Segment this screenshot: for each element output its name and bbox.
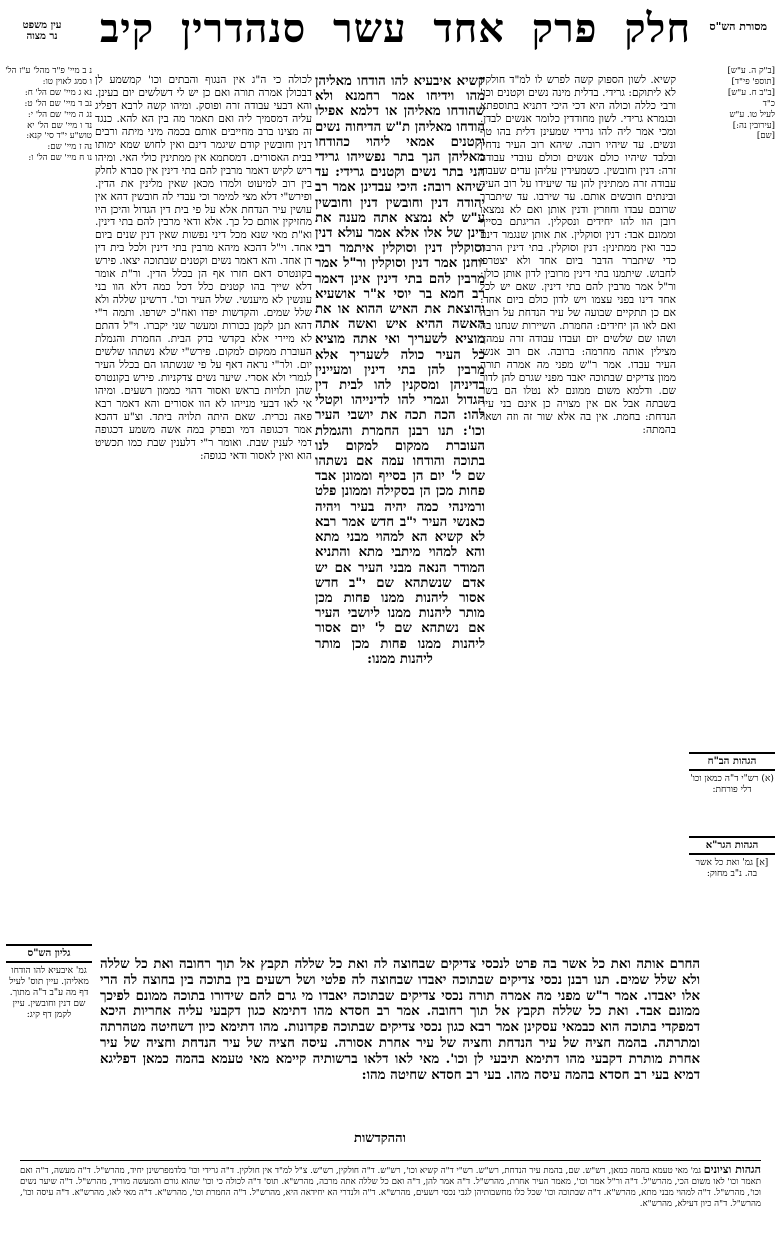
gemara-ending-word: וההקדשות: [354, 1131, 406, 1146]
footer-text: גמ' מאי טעמא בהמה כמאן, רש"ש. שם, בהמת עיר הנדחת, רש"ש. רש"י ד"ה קשיא וכו', רש"ש. ד"ה חולקין, רש"ש. צ"ל למ"ד אין חולקין. ד"ה גרידי וכו' בלדמפרשינן יחיד, מהרש"ל. ד"ה מעשה, ד"ה ואם תאמר וכו' לאו משום הכי, מהרש"ל. ד"ה ור"ל אמר וכו', מאמר העיר אחרת, מהרש"ל. ד"ה אמר להן, ד"ה ואם כל שללה אתה מרבה, מהרש"א. תוס' ד"ה לכולה כי וכו' שהוא גורם והמעשה מוריד, מהרש"ל. ד"ה שיער נשים וכו', מהרש"ל. ד"ה למהוי מבני מתא, מהרש"א. ד"ה שבתוכה וכו' שכל כלו מחשבותיהן לגבי נכסי רשעים, מהרש"א. ד"ה ולנדרי הא יחידאה היא, מהרש"ל. ד"ה החמרת וכו', מהרש"א. ד"ה מאי לאו, מהרש"א. ד"ה עיסה וכו', מהרש"ל. ד"ה כיון דעילא, מהרש"א.: [20, 1166, 761, 1209]
masoret-header: מסורת הש"ס: [709, 20, 767, 33]
hagahot-hagra-text: [א] גמ' ואת כל אשר בה. נ"ב מחוק:: [695, 858, 769, 879]
tosafot-commentary: לכולה כי ה"ג אין הנגוף והבתים וכו' קמשמע לן דבכולן אמרה תורה ואם כן יש לי דשלשים יום בעינן. והא דבעי עבודה זרה ופוסק. ומיהו קשה לרבא דפליג עליה דמסמיך ליה ואם תאמר מה בין הא להא. כנגד זה מצינו ברב מחייבים אותם בכמה מיני מיתה ורבים דנין וחובשין קודם שיגמר דינם ואין לחוש שמא ימותו בבית האסורים. דמסתמא אין ממתינין כולי האי. ומיהו ריש לקיש דאמר מרבין להם בתי דינין אין סברא לחלק בין רוב למיעוט ולמדו מכאן שאין מלינין את הדין. ופירש"י דלא מצי למימר וכי עבדי לה חובשין דהא אין עושין עיר הנדחת אלא על פי בית דין הגדול והיכן היו מחזיקין אותם כל כך. אלא ודאי מרבין להם בתי דינין. וא"ת מאי שנא מכל דיני נפשות שאין דנין שנים ביום אחד. וי"ל דהכא מיהא מרבין בתי דינין ולכל בית דין דן אחד. והא דאמר נשים וקטנים שבתוכה יצאו. פירש בקונטרס דאם חזרו אף הן בכלל הדין. ור"ת אומר דלא שייך בהו קטנים כלל דכל כמה דלא הוו בני עונשין לא מיענשי. שלל העיר וכו'. דרשינן שללה ולא שלל שמים. והקדשות יפדו ואח"כ ישרפו. ותמה ר"י דהא תנן לקמן בכורות ומעשר שני יקברו. וי"ל דהתם לא מיירי אלא בקדשי בדק הבית. החמרת והגמלת העוברת ממקום למקום. פירש"י שלא נשתהו שלשים יום. ולר"י נראה דאף על פי שנשתהו הם בכלל העיר לגמרי ולא אסרי. שיער נשים צדקניות. פירש בקונטרס שהן תלויות בראש ואסור דהוי כממון רשעים. ומיהו אי לאו דבעי מנייהו לא הוו אסורים והא דאמר רבא פאה נכרית. שאם היתה תלויה ביתד. וצ"ע דהכא אמר דכגופה דמי ובפרק במה אשה משמע דכגופה דמי לענין שבת. ואומר ר"י דלענין שבת כמו תכשיט הוא ואין לאסור ודאי כגופה:: [95, 74, 312, 462]
gilyon-hashas: [6, 944, 92, 1021]
title-word: אחד: [433, 4, 505, 52]
footer-divider: [20, 1160, 761, 1161]
hagahot-habach-title: הגהות הב"ח: [689, 752, 775, 771]
page-title: [100, 6, 691, 50]
hagahot-vetziyunim: [20, 1164, 761, 1242]
title-word: סנהדרין: [180, 4, 307, 52]
hagahot-habach-text: (א) רש"י ד"ה כמאן וכו' דלי פורחת:: [690, 774, 774, 795]
title-word: חלק: [624, 4, 691, 52]
ein-mishpat-column: נ ב מיי' פ"ד מהל' ע"ז הל' ו סמג לאוין טו: נא ג מיי' שם הל' ח: נב ד מיי' שם הל' ט: נג ה מיי' שם הל' י: נד ו מיי' שם הל' יא טוש"ע י"ד סי' קנא: נה ז מיי' שם: נו ח מיי' שם הל' ו:: [5, 66, 92, 164]
masoret-hashas-column: [ב"ק ה. ע"ש] [תוספ' פי"ד] [ב"ב ח. ע"ש] כ"ד לעיל טו. ע"ש [עירובין נה:] [שם]: [727, 66, 775, 142]
rashi-commentary: קשיא. לשון הספוק קשה לפרש לו למ"ד חולקין לא ליתוקם: גרידי. בדלית מינה נשים וקטנים וכו' ורבי כללה וכולה היא דכי היכי דתניא בתוספתא ובגמרא גרידי. לשון מחודדין כלומר אנשים לבדן. ומכי אמר ליה להו גרידי שמעינן דלית בהו טף ונשים. עד שיהיו רובה. שיהא רוב העיר נדחין ובלבד שיהיו כולם אנשים וכולם עובדי עבודה זרה: דנין וחובשין. כשמעידין עליהן עדים שעבדו עבודה זרה ממתינין להן עד שיעידו על רוב העיר ובינתים חובשים אותם. עד שירבו. עד שיתברר שרובם עבדו וחוזרין ודנין אותן ואם לא נמצאו רובן הוו להו יחידים ונסקלין. הריגתם בסייף וממונם אבד: דנין וסוקלין. את אותן שנגמר דינם כבר ואין ממתינין: דנין וסוקלין. בתי דינין הרבה כדי שיתברר הדבר ביום אחד ולא יצטרכו לחבוש. שיתמנו בתי דינין מרובין לדון אותן כולן: ור"ל אמר מרבין להם בתי דינין. שאם יש לכל אחד דינו בפני עצמו ויש לדון כולם ביום אחד: אם כן תתקיים שבועה של עיר הנדחת על רובה ואם לאו הן יחידים: החמרת. השיירות שנחנו בה ושהו שם שלשים יום ועבדו עבודה זרה עמהן. מצילין אותה מחרמה: ברובה. אם רוב אנשי העיר עבדו. אמר ר"ש מפני מה אמרה תורה ממון צדיקים שבתוכה יאבד מפני שגרם להן לדור שם. ודלמא משום ממונם לא נטלו הם בשר בשבתה אבל אם אין מצויה כן אינם בני עיר הנדחת: בחמת. אין בה אלא שור זה וזה ושאר בהמתה:: [480, 74, 676, 436]
title-word: פרק: [531, 4, 598, 52]
ein-mishpat-header: עין משפט נר מצוה: [22, 20, 62, 42]
gilyon-hashas-title: גליון הש"ס: [6, 944, 92, 963]
title-word: עשר: [332, 4, 407, 52]
gemara-text: קשיא איבעיא להו הודחו מאליהן מהו וידיחו אמר רחמנא ולא שהודחו מאליהן או דלמא אפילו הודחו מאליהן ת"ש הדיחוה נשים וקטנים אמאי ליהוי כהודחו מאליהן הנך בתר נפשייהו גרידי הני בתר נשים וקטנים גרידי: עד שיהא רובה: היכי עבדינן אמר רב יהודה דנין וחובשין דנין וחובשין ע"ש לא נמצא אתה מענה את דינן של אלו אלא אמר עולא דנין וסוקלין דנין וסוקלין איתמר רבי יוחנן אמר דנין וסוקלין ור"ל אמר מרבין להם בתי דינין אינן דאמר רב חמא בר יוסי א"ר אושעיא והוצאת את האיש ההוא או את האשה ההיא איש ואשה אתה מוציא לשעריך ואי אתה מוציא כל העיר כולה לשעריך אלא מרבין להן בתי דינין ומעיינין בדיניהן ומסקנין להו לבית דין הגדול וגמרי להו לדינייהו וקטלי להו: הכה תכה את יושבי העיר וכו': תנו רבנן החמרת והגמלת העוברת ממקום למקום לנו בתוכה והודחו עמה אם נשתהו שם ל' יום הן בסייף וממונן אבד פחות מכן הן בסקילה וממונן פלט ורמינהי כמה יהיה בעיר ויהיה כאנשי העיר י"ב חדש אמר רבא לא קשיא הא למהוי מבני מתא והא למהוי מיתבי מתא והתניא המודר הנאה מבני העיר אם יש אדם שנשתהא שם י"ב חדש אסור ליהנות ממנו פחות מכן מותר ליהנות ממנו ליושבי העיר אם נשתהא שם ל' יום אסור ליהנות ממנו פחות מכן מותר ליהנות ממנו:: [315, 74, 485, 667]
hagahot-hagra-title: הגהות הגר"א: [689, 836, 775, 855]
hagahot-habach: [689, 752, 775, 796]
footer-title: הגהות וציונים: [703, 1164, 761, 1176]
gilyon-hashas-text: גמ' איבעיא להו הודחו מאליהן. עיין תוס' לעיל דף מה ע"ב ד"ה מתוך. שם דנין וחובשין. עיין לקמן דף קיג:: [9, 966, 89, 1020]
hagahot-hagra: [689, 836, 775, 880]
gemara-text-continued: החרם אותה ואת כל אשר בה פרט לנכסי צדיקים שבחוצה לה ואת כל שללה תקבץ אל תוך רחובה ואת כל שללה ולא שלל שמים. תנו רבנן נכסי צדיקים שבתוכה יאבדו שבחוצה לה פלטי ושל רשעים בין בתוכה בין בחוצה לה הרי אלו יאבדו. אמר ר"ש מפני מה אמרה תורה נכסי צדיקים שבתוכה יאבדו מי גרם להם שידורו בתוכה ממונם לפיכך ממונם אבד. ואת כל שללה תקבץ אל תוך רחובה. אמר רב חסדא מהו דתימא כגון דקבעי עליה אחריות היכא דמפקדי בתוכה הוא כבמאי עסקינן אמר רבא כגון נכסי צדיקים שבתוכה פקדונות. מהו דתימא כיון דשחיטה מטהרתה ומתרתה. בהמה חציה של עיר הנדחת וחציה של עיר אחרת אסורה. עיסה חציה של עיר הנדחת וחציה של עיר אחרת מותרת דקבעי מהו דתימא תיבעי לן וכו'. מאי לאו דלאו ברשותיה קיימא מאי טעמא בהמה כמאן דפליגא דמיא בעי רב חסדא בהמה עיסה מהו. בעי רב חסדא שחיטה מהו:: [100, 957, 700, 1083]
title-word: קיב: [100, 4, 155, 52]
